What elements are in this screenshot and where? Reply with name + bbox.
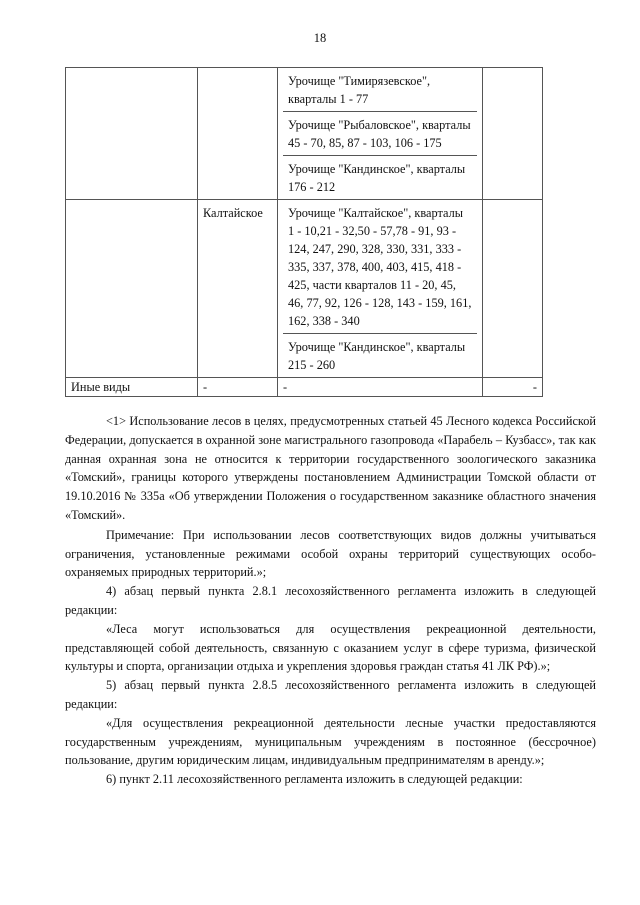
amendment-item-4-text: «Леса могут использоваться для осуществления рекреационной деятельности, представляющей собой деятельность, связанную с оказанием услуг в сфере туризма, физической культуры и спорта, организации отдыха и укрепления здоровья граждан статья 41 ЛК РФ).»; (65, 621, 596, 674)
footnote-paragraph: <1> Использование лесов в целях, предусмотренных статьей 45 Лесного кодекса Российской Федерации, допускается в охранной зоне магистрального газопровода «Парабель – Кузбасс», так как данная охранная зона не относится к территории государственного зоологического заказника «Томский», границы которого утверждены постановлением Администрации Томской области от 19.10.2016 № 335а «Об утверждении Положения о государственном заказнике областного значения «Томский». (65, 414, 596, 522)
page-number: 18 (313, 31, 327, 45)
table-cell-type (66, 68, 198, 200)
location-entry: Урочище "Кандинское", кварталы 215 - 260 (288, 340, 466, 372)
body-text (65, 412, 596, 789)
forest-use-table (65, 67, 543, 397)
table-cell-locations: - (278, 378, 483, 397)
table-row (66, 378, 543, 397)
table-cell-type (66, 200, 198, 378)
amendment-item-5-text: «Для осуществления рекреационной деятельности лесные участки предоставляются государственным учреждениям, муниципальным учреждениям в постоянное (бессрочное) пользование, другим юридическим лицам, индивидуальным предпринимателям в аренду.»; (65, 715, 596, 768)
amendment-item-4: 4) абзац первый пункта 2.8.1 лесохозяйственного регламента изложить в следующей редакции: (65, 584, 596, 617)
table-cell-forestry (198, 68, 278, 200)
table-cell-note (483, 200, 543, 378)
location-entry: Урочище "Рыбаловское", кварталы 45 - 70, 85, 87 - 103, 106 - 175 (283, 112, 477, 156)
amendment-item-5: 5) абзац первый пункта 2.8.5 лесохозяйственного регламента изложить в следующей редакции: (65, 678, 596, 711)
location-entry: Урочище "Тимирязевское", кварталы 1 - 77 (283, 68, 477, 112)
table-cell-locations (278, 68, 483, 200)
table-row (66, 200, 543, 378)
table-cell-note (483, 68, 543, 200)
table-cell-locations (278, 200, 483, 378)
location-entry: Урочище "Кандинское", кварталы 176 - 212 (288, 162, 466, 194)
table-cell-forestry: Калтайское (198, 200, 278, 378)
table-cell-type: Иные виды (66, 378, 198, 397)
note-paragraph: Примечание: При использовании лесов соответствующих видов должны учитываться ограничения, установленные режимами особой охраны территорий существующих особо-охраняемых природных территорий.»; (65, 527, 596, 580)
table-row (66, 68, 543, 200)
amendment-item-6: 6) пункт 2.11 лесохозяйственного регламента изложить в следующей редакции: (106, 772, 523, 787)
location-entry: Урочище "Калтайское", кварталы 1 - 10,21 - 32,50 - 57,78 - 91, 93 - 124, 247, 290, 328, 330, 331, 333 - 335, 337, 378, 400, 403, 415, 418 - 425, части кварталов 11 - 20, 45, 46, 77, 92, 126 - 128, 143 - 159, 161, 162, 338 - 340 (283, 200, 477, 334)
table-cell-forestry: - (198, 378, 278, 397)
table-cell-note: - (483, 378, 543, 397)
